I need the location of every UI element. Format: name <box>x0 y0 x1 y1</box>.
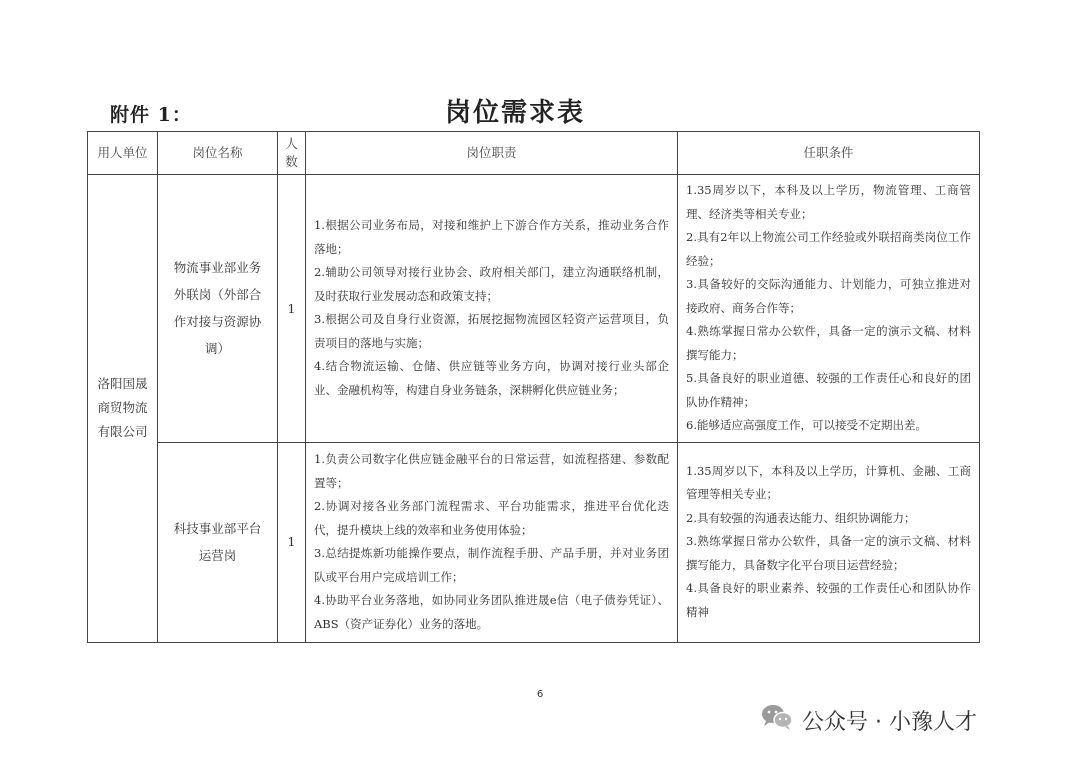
watermark-text: 公众号 · 小豫人才 <box>802 709 977 735</box>
table-row <box>88 442 980 642</box>
duty-item: 4.结合物流运输、仓储、供应链等业务方向，协调对接行业头部企业、金融机构等，构建自身业务链条，深耕孵化供应链业务； <box>314 359 669 397</box>
requirement-item: 5.具备良好的职业道德、较强的工作责任心和良好的团队协作精神； <box>686 371 971 409</box>
attachment-label: 附件 1： <box>110 104 192 126</box>
header-count: 人数 <box>278 132 306 175</box>
duty-item: 2.辅助公司领导对接行业协会、政府相关部门，建立沟通联络机制，及时获取行业发展动态和政策支持； <box>314 265 669 303</box>
page-title: 岗位需求表 <box>444 98 585 128</box>
wechat-icon <box>760 703 802 737</box>
requirement-item: 6.能够适应高强度工作，可以接受不定期出差。 <box>686 418 927 432</box>
page-number: 6 <box>536 689 544 700</box>
watermark <box>760 703 977 737</box>
headcount-cell: 1 <box>278 175 306 443</box>
requirements-cell <box>678 442 980 642</box>
duty-item: 2.协调对接各业务部门流程需求、平台功能需求，推进平台优化迭代，提升模块上线的效率和业务使用体验； <box>314 499 669 537</box>
requirement-item: 1.35周岁以下，本科及以上学历，计算机、金融、工商管理等相关专业； <box>686 463 971 502</box>
header-position: 岗位名称 <box>158 132 278 175</box>
requirements-cell <box>678 175 980 443</box>
position-name-cell: 物流事业部业务外联岗（外部合作对接与资源协调） <box>158 175 278 443</box>
duties-cell <box>306 442 678 642</box>
duty-item: 4.协助平台业务落地，如协同业务团队推进晟e信（电子债券凭证）、ABS（资产证券化）业务的落地。 <box>314 593 669 631</box>
requirement-item: 1.35周岁以下，本科及以上学历，物流管理、工商管理、经济类等相关专业； <box>686 183 971 221</box>
job-requirements-table <box>87 131 980 643</box>
duties-cell <box>306 175 678 443</box>
headcount-cell: 1 <box>278 442 306 642</box>
duty-item: 1.负责公司数字化供应链金融平台的日常运营，如流程搭建、参数配置等； <box>314 452 669 490</box>
requirement-item: 4.具备良好的职业素养、较强的工作责任心和团队协作精神 <box>686 581 971 619</box>
requirement-item: 2.具有2年以上物流公司工作经验或外联招商类岗位工作经验； <box>686 230 971 268</box>
table-row <box>88 175 980 443</box>
table-header-row <box>88 132 980 175</box>
header-requirements: 任职条件 <box>678 132 980 175</box>
duty-item: 3.根据公司及自身行业资源，拓展挖掘物流园区轻资产运营项目，负责项目的落地与实施； <box>314 312 669 350</box>
duty-item: 3.总结提炼新功能操作要点，制作流程手册、产品手册，并对业务团队或平台用户完成培训工作； <box>314 546 669 584</box>
requirement-item: 4.熟练掌握日常办公软件，具备一定的演示文稿、材料撰写能力； <box>686 324 971 362</box>
duty-item: 1.根据公司业务布局，对接和维护上下游合作方关系，推动业务合作落地； <box>314 218 669 256</box>
position-name-cell: 科技事业部平台运营岗 <box>158 442 278 642</box>
employer-cell: 洛阳国晟商贸物流有限公司 <box>88 175 158 643</box>
header-unit: 用人单位 <box>88 132 158 175</box>
requirement-item: 2.具有较强的沟通表达能力、组织协调能力； <box>686 510 916 525</box>
requirement-item: 3.具备较好的交际沟通能力、计划能力，可独立推进对接政府、商务合作等； <box>686 277 971 315</box>
requirement-item: 3.熟练掌握日常办公软件，具备一定的演示文稿、材料撰写能力，具备数字化平台项目运营经验； <box>686 534 971 572</box>
header-duties: 岗位职责 <box>306 132 678 175</box>
